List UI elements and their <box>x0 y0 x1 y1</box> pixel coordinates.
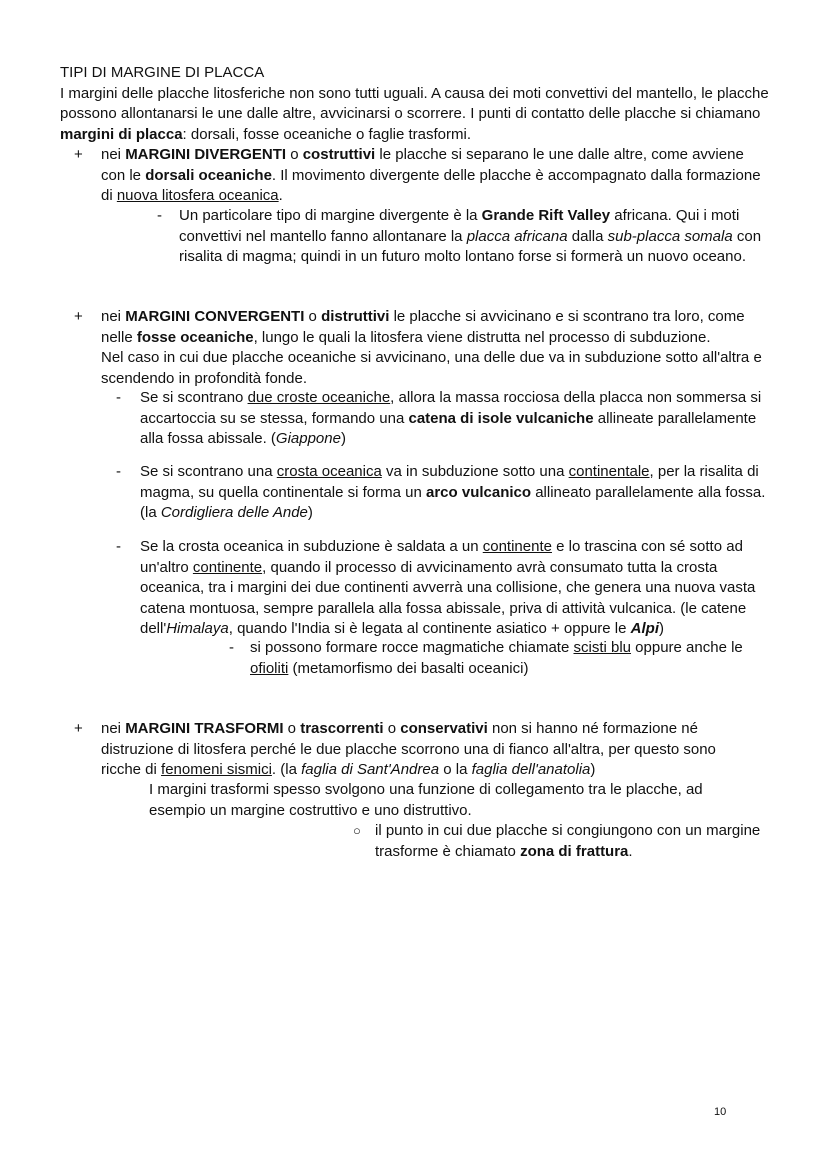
divergenti-run: costruttivi <box>302 146 376 163</box>
convergenti-run: , lungo le quali la litosfera viene distrutta nel processo di subduzione. <box>253 328 711 346</box>
dash-conv-3: - <box>116 538 121 555</box>
trasformi-note: I margini trasformi spesso svolgono una funzione di collegamento tra le placche, ad esempio un margine costruttivo e uno distruttivo. <box>149 781 703 819</box>
section-title-block <box>60 63 772 145</box>
conv-1-run: Se si scontrano <box>140 389 248 406</box>
divergenti-paragraph <box>101 145 763 207</box>
frattura-item <box>375 821 785 862</box>
conv-3-run: ) <box>659 620 664 637</box>
conv-1-run: , allora la massa rocciosa della placca non sommersa si accartoccia su se stessa, formando una <box>140 389 762 427</box>
frattura-run: . <box>628 842 633 860</box>
conv-3-sub-run: oppure anche le <box>631 639 743 656</box>
conv-2-paragraph <box>140 462 780 524</box>
intro-run: : dorsali, fosse oceaniche o faglie trasformi. <box>182 125 472 143</box>
conv-3-run: , quando l'India si è legata al continente asiatico + oppure le <box>228 620 631 637</box>
divergenti-run: le placche si separano le une dalle altre, come avviene con le <box>101 146 744 184</box>
conv-3-sub-paragraph <box>250 638 770 679</box>
divergenti-run: . <box>278 187 283 204</box>
trasformi-run: o <box>383 720 401 737</box>
conv-3-run: Se la crosta oceanica in subduzione è saldata a un <box>140 538 483 555</box>
bullet-plus-trasformi: + <box>74 720 83 737</box>
conv-3-sub-item <box>250 638 770 679</box>
dash-conv-3-sub: - <box>229 639 234 656</box>
trasformi-run: conservativi <box>400 720 488 737</box>
trasformi-run: ) <box>590 761 596 778</box>
divergenti-run: nei <box>101 146 126 163</box>
conv-2-item <box>140 462 780 524</box>
conv-2-run: ) <box>307 504 313 521</box>
trasformi-run: o <box>283 720 301 737</box>
bullet-plus-divergenti: + <box>74 146 83 163</box>
convergenti-caso-block <box>101 348 768 389</box>
convergenti-run: distruttivi <box>321 308 390 325</box>
trasformi-run: faglia di Sant'Andrea <box>301 761 440 778</box>
divergenti-item <box>101 145 763 207</box>
conv-3-sub-run: si possono formare rocce magmatiche chiamate <box>250 639 574 656</box>
convergenti-paragraph <box>101 307 768 348</box>
convergenti-caso: Nel caso in cui due placche oceaniche si avvicinano, una delle due va in subduzione sotto all'altra e scendendo in profondità fonde. <box>101 349 762 387</box>
conv-1-paragraph <box>140 388 765 450</box>
conv-3-paragraph <box>140 537 770 640</box>
frattura-run: zona di frattura <box>520 842 629 860</box>
conv-2-run: arco vulcanico <box>426 483 532 501</box>
divergenti-run: . Il movimento divergente delle placche è accompagnato dalla formazione di <box>101 166 761 204</box>
section-title: TIPI DI MARGINE DI PLACCA <box>60 64 265 81</box>
trasformi-item <box>101 719 741 781</box>
conv-2-run: va in subduzione sotto una <box>381 463 569 480</box>
conv-2-run: allineato parallelamente alla fossa. (la <box>140 483 766 521</box>
convergenti-run: o <box>304 308 322 325</box>
conv-3-sub-run: scisti blu <box>573 639 632 656</box>
intro-paragraph <box>60 84 772 146</box>
trasformi-note-block <box>149 780 749 821</box>
rift-paragraph <box>179 206 767 268</box>
rift-run: Grande Rift Valley <box>481 207 611 224</box>
convergenti-run: nei <box>101 308 126 325</box>
conv-2-run: Cordigliera delle Ande <box>160 504 308 521</box>
convergenti-run: fosse oceaniche <box>136 328 254 346</box>
rift-run: placca africana <box>466 227 568 245</box>
dash-conv-2: - <box>116 463 121 480</box>
conv-3-sub-run: (metamorfismo dei basalti oceanici) <box>288 659 529 677</box>
rift-run: africana. Qui i moti convettivi nel mantello fanno allontanare la <box>179 207 740 245</box>
rift-item <box>179 206 767 268</box>
conv-3-run: continente <box>192 558 263 576</box>
trasformi-run: nei <box>101 720 126 737</box>
intro-run: margini di placca <box>60 125 183 143</box>
conv-3-sub-run: ofioliti <box>250 659 289 677</box>
bullet-plus-convergenti: + <box>74 308 83 325</box>
conv-1-item <box>140 388 765 450</box>
conv-2-run: crosta oceanica <box>276 463 382 480</box>
trasformi-run: non si hanno né formazione né distruzione di litosfera perché le due placche scorrono una di fianco all'altra, per questo sono ricche di <box>101 720 716 778</box>
trasformi-run: o la <box>439 761 472 778</box>
divergenti-run: dorsali oceaniche <box>145 166 272 184</box>
conv-2-run: continentale <box>568 463 650 480</box>
frattura-paragraph <box>375 821 785 862</box>
conv-2-run: Se si scontrano una <box>140 463 277 480</box>
dash-rift: - <box>157 207 162 224</box>
dash-conv-1: - <box>116 389 121 406</box>
conv-3-run: Himalaya <box>166 620 229 637</box>
conv-1-run: allineate parallelamente alla fossa abissale. ( <box>140 409 757 447</box>
frattura-run: il punto in cui due placche si congiungono con un margine trasforme è chiamato <box>375 822 761 860</box>
conv-2-run: , per la risalita di magma, su quella continentale si forma un <box>140 463 759 501</box>
conv-3-item <box>140 537 770 640</box>
circle-bullet-frattura: ○ <box>353 823 361 838</box>
trasformi-paragraph <box>101 719 741 781</box>
conv-1-run: Giappone <box>275 430 341 447</box>
conv-3-run: Alpi <box>630 620 659 637</box>
conv-1-run: catena di isole vulcaniche <box>408 409 594 427</box>
divergenti-run: nuova litosfera oceanica <box>116 187 279 204</box>
rift-run: Un particolare tipo di margine divergente è la <box>179 207 482 224</box>
trasformi-run: faglia dell'anatolia <box>471 761 591 778</box>
trasformi-run: trascorrenti <box>300 720 384 737</box>
divergenti-run: MARGINI DIVERGENTI <box>125 146 287 163</box>
trasformi-run: MARGINI TRASFORMI <box>125 720 284 737</box>
conv-3-run: , quando il processo di avvicinamento avrà consumato tutta la crosta oceanica, tra i margini dei due continenti avverrà una collisione, che genera una nuova vasta catena montuosa, sempre parallela alla fossa abissale, priva di attività vulcanica. (le catene dell' <box>140 558 756 637</box>
conv-1-run: ) <box>340 430 346 447</box>
convergenti-run: le placche si avvicinano e si scontrano tra loro, come nelle <box>101 308 745 346</box>
rift-run: sub-placca somala <box>607 227 733 245</box>
conv-3-run: continente <box>482 538 552 555</box>
rift-run: con risalita di magma; quindi in un futuro molto lontano forse si formerà un nuovo oceano. <box>179 227 762 265</box>
convergenti-run: MARGINI CONVERGENTI <box>125 308 305 325</box>
convergenti-item <box>101 307 768 348</box>
rift-run: dalla <box>567 227 608 245</box>
trasformi-run: . (la <box>271 761 302 778</box>
conv-1-run: due croste oceaniche <box>247 389 391 406</box>
conv-3-run: e lo trascina con sé sotto ad un'altro <box>140 538 743 576</box>
page-number: 10 <box>714 1106 727 1118</box>
divergenti-run: o <box>286 146 303 163</box>
trasformi-run: fenomeni sismici <box>161 761 272 778</box>
intro-run: I margini delle placche litosferiche non sono tutti uguali. A causa dei moti convettivi del mantello, le placche possono allontanarsi le une dalle altre, avvicinarsi o scorrere. I punti di contatto delle placche si chiamano <box>60 84 769 122</box>
